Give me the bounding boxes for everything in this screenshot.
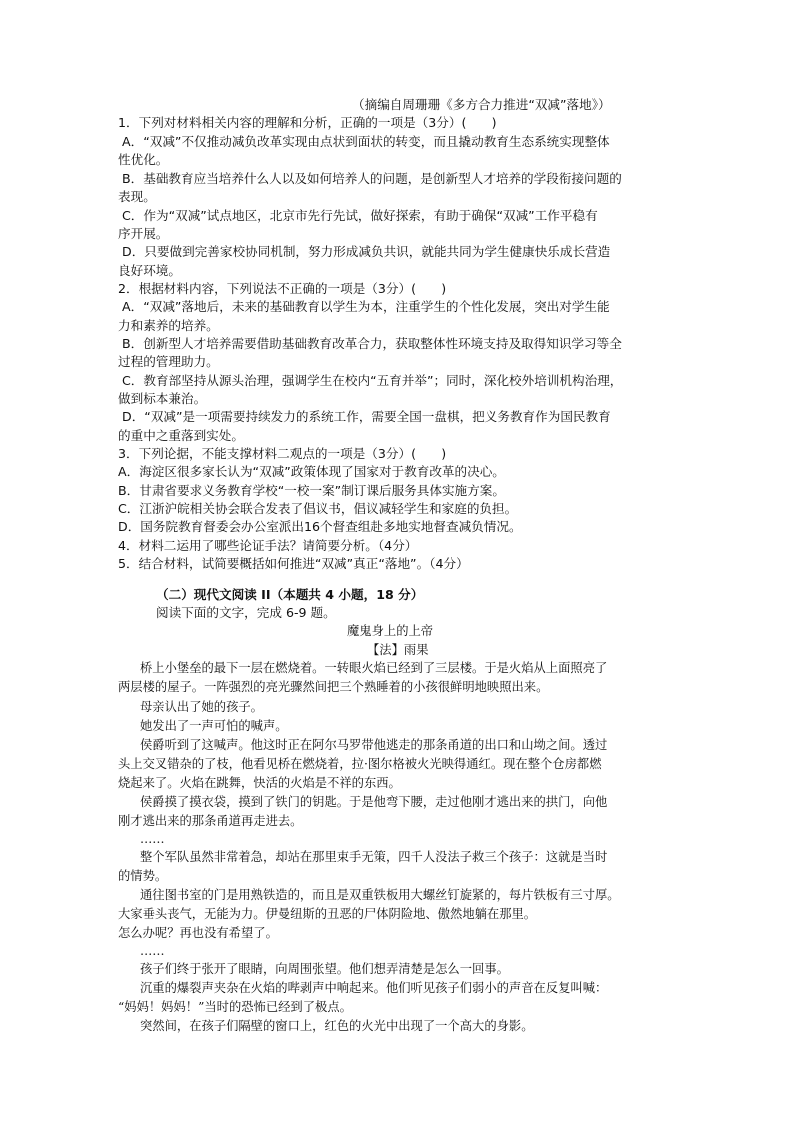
question-1: 1．下列对材料相关内容的理解和分析，正确的一项是（3分）( ) [118,115,497,130]
q2-option-c: C．教育部坚持从源头治理，强调学生在校内“五育并举”；同时，深化校外培训机构治理， [122,373,623,388]
story-paragraph-cont: 两层楼的屋子。一阵强烈的亮光骤然间把三个熟睡着的小孩很鲜明地映照出来。 [118,680,549,694]
q2-option-b: B．创新型人才培养需要借助基础教育改革合力，获取整体性环境支持及取得知识学习等全 [122,336,622,351]
story-title: 魔鬼身上的上帝 [347,624,434,638]
story-paragraph: 整个军队虽然非常着急，却站在那里束手无策，四千人没法子救三个孩子：这就是当时 [140,850,608,864]
q2-option-d: D．“双减”是一项需要持续发力的系统工作，需要全国一盘棋，把义务教育作为国民教育 [122,409,611,424]
story-paragraph: 桥上小堡垒的最下一层在燃烧着。一转眼火焰已经到了三层楼。于是火焰从上面照亮了 [140,661,608,675]
story-paragraph-cont: 烧起来了。火焰在跳舞，快活的火焰是不祥的东西。 [118,776,401,790]
q1-option-a: A．“双减”不仅推动减负改革实现由点状到面状的转变，而且撬动教育生态系统实现整体 [122,134,610,149]
q1-option-d-cont: 良好环境。 [118,263,181,278]
question-5: 5．结合材料，试简要概括如何推进“双减”真正“落地”。（4分） [118,556,469,571]
section-heading: （二）现代文阅读 II（本题共 4 小题，18 分） [156,587,424,602]
q3-option-b: B．甘肃省要求义务教育学校“一校一案”制订课后服务具体实施方案。 [118,483,505,498]
story-paragraph-cont: 怎么办呢？再也没有希望了。 [118,926,278,940]
q1-option-b-cont: 表现。 [118,189,156,204]
story-paragraph: 孩子们终于张开了眼睛，向周围张望。他们想弄清楚是怎么一回事。 [140,962,509,976]
story-paragraph: 侯爵摸了摸衣袋，摸到了铁门的钥匙。于是他弯下腰，走过他刚才逃出来的拱门，向他 [140,795,608,809]
q3-option-d: D．国务院教育督委会办公室派出16个督查组赴多地实地督查减负情况。 [118,519,522,534]
ellipsis: …… [140,832,165,846]
story-paragraph-cont: “妈妈！妈妈！”当时的恐怖已经到了极点。 [118,1000,352,1014]
story-paragraph-cont: 头上交叉错杂的了枝，他看见桥在燃烧着，拉·图尔格被火光映得通红。现在整个仓房都燃 [118,757,602,771]
q1-option-b: B．基础教育应当培养什么人以及如何培养人的问题，是创新型人才培养的学段衔接问题的 [122,171,622,186]
story-paragraph: 她发出了一声可怕的喊声。 [140,719,288,733]
q1-option-a-cont: 性优化。 [118,152,169,167]
q2-option-a-cont: 力和素养的培养。 [118,318,219,333]
q2-option-a: A．“双减”落地后，未来的基础教育以学生为本，注重学生的个性化发展，突出对学生能 [122,299,610,314]
story-paragraph: 沉重的爆裂声夹杂在火焰的哔剥声中响起来。他们听见孩子们弱小的声音在反复叫喊： [140,981,608,995]
story-author: 【法】雨果 [367,643,429,657]
q1-option-c-cont: 序开展。 [118,226,169,241]
q3-option-a: A．海淀区很多家长认为“双减”政策体现了国家对于教育改革的决心。 [118,464,505,479]
story-paragraph-cont: 大家垂头丧气，无能为力。伊曼纽斯的丑恶的尸体阴险地、傲然地躺在那里。 [118,907,537,921]
story-paragraph: 突然间，在孩子们隔壁的窗口上，红色的火光中出现了一个高大的身影。 [140,1019,534,1033]
section-instruction: 阅读下面的文字，完成 6-9 题。 [156,605,336,620]
question-4: 4．材料二运用了哪些论证手法？请简要分析。（4分） [118,538,418,553]
question-2: 2．根据材料内容，下列说法不正确的一项是（3分）( ) [118,281,447,296]
q3-option-c: C．江浙沪皖相关协会联合发表了倡议书，倡议减轻学生和家庭的负担。 [118,501,518,516]
q2-option-b-cont: 过程的管理助力。 [118,354,219,369]
question-3: 3．下列论据，不能支撑材料二观点的一项是（3分）( ) [118,446,447,461]
q1-option-d: D．只要做到完善家校协同机制，努力形成减负共识，就能共同为学生健康快乐成长营造 [122,244,611,259]
q2-option-d-cont: 的重中之重落到实处。 [118,428,244,443]
q2-option-c-cont: 做到标本兼治。 [118,391,207,406]
source-note: （摘编自周珊珊《多方合力推进“双减”落地》） [352,97,611,112]
story-paragraph-cont: 的情势。 [118,869,168,883]
story-paragraph: 侯爵听到了这喊声。他这时正在阿尔马罗带他逃走的那条甬道的出口和山坳之间。透过 [140,738,608,752]
story-paragraph: 通往图书室的门是用熟铁造的，而且是双重铁板用大螺丝钉旋紧的，每片铁板有三寸厚。 [140,888,620,902]
story-paragraph: 母亲认出了她的孩子。 [140,700,263,714]
ellipsis: …… [140,944,165,958]
q1-option-c: C．作为“双减”试点地区，北京市先行先试，做好探索，有助于确保“双减”工作平稳有 [122,208,598,223]
story-paragraph-cont: 刚才逃出来的那条甬道再走进去。 [118,814,303,828]
